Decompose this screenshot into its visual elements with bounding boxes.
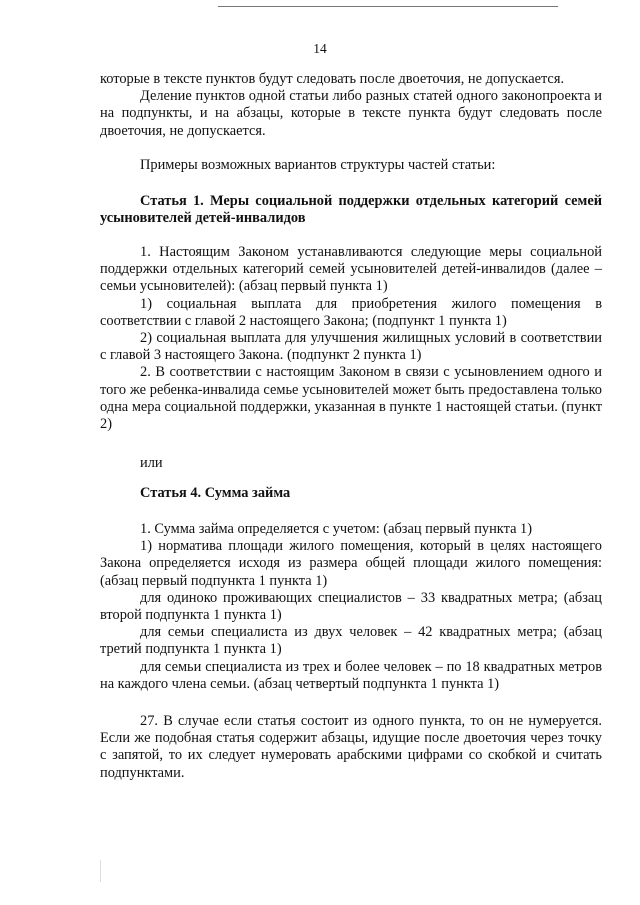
article-4-abzac-3: для семьи специалиста из двух человек – 42 квадратных метра; (абзац третий подпункта 1 пункта 1) [100,624,602,658]
or-separator [100,455,602,472]
article-1-heading-block [100,193,602,227]
top-rule [218,6,558,7]
article-1-subitem-2: 2) социальная выплата для улучшения жилищных условий в соответствии с главой 3 настоящего Закона. (подпункт 2 пункта 1) [100,330,602,364]
article-1-para-2: 2. В соответствии с настоящим Законом в связи с усыновлением одного и того же ребенка-инвалида семье усыновителей может быть предоставлена только одна мера социальной поддержки, указанная в пункте 1 настоящей статьи. (пункт 2) [100,364,602,433]
article-4-subitem-1: 1) норматива площади жилого помещения, который в целях настоящего Закона определяется исходя из размера общей площади жилого помещения: (абзац первый подпункта 1 пункта 1) [100,538,602,589]
paragraph-27-block [100,713,602,782]
article-4-abzac-2: для одиноко проживающих специалистов – 33 квадратных метра; (абзац второй подпункта 1 пункта 1) [100,589,602,624]
article-1-subitem-1: 1) социальная выплата для приобретения жилого помещения в соответствии с главой 2 настоящего Закона; (подпункт 1 пункта 1) [100,295,602,329]
examples-intro [100,157,602,174]
article-4-body [100,521,602,693]
or-word: или [140,455,163,471]
intro-paragraph: Деление пунктов одной статьи либо разных статей одного законопроекта и на подпункты, и на абзацы, которые в тексте пункта будут следовать после двоеточия, не допускается. [100,88,602,139]
intro-line: которые в тексте пунктов будут следовать после двоеточия, не допускается. [100,71,565,87]
article-4-para-1: 1. Сумма займа определяется с учетом: (абзац первый пункта 1) [140,521,533,537]
article-1-body [100,244,602,433]
article-4-heading: Статья 4. Сумма займа [140,485,291,501]
scan-mark [100,860,101,882]
page-number: 14 [313,41,327,56]
article-1-heading: Статья 1. Меры социальной поддержки отдельных категорий семей усыновителей детей-инвалидов [100,193,602,227]
article-4-abzac-4: для семьи специалиста из трех и более человек – по 18 квадратных метров на каждого члена семьи. (абзац четвертый подпункта 1 пункта 1) [100,658,602,692]
intro-section [100,71,602,140]
paragraph-27: 27. В случае если статья состоит из одного пункта, то он не нумеруется. Если же подобная статья содержит абзацы, идущие после двоеточия через точку с запятой, то их следует нумеровать арабскими цифрами со скобкой и считать подпунктами. [100,713,602,781]
article-4-heading-block [100,485,602,502]
examples-line: Примеры возможных вариантов структуры частей статьи: [140,157,496,173]
article-1-para-1: 1. Настоящим Законом устанавливаются следующие меры социальной поддержки отдельных категорий семей усыновителей детей-инвалидов (далее – семьи усыновителей): (абзац первый пункта 1) [100,244,602,295]
